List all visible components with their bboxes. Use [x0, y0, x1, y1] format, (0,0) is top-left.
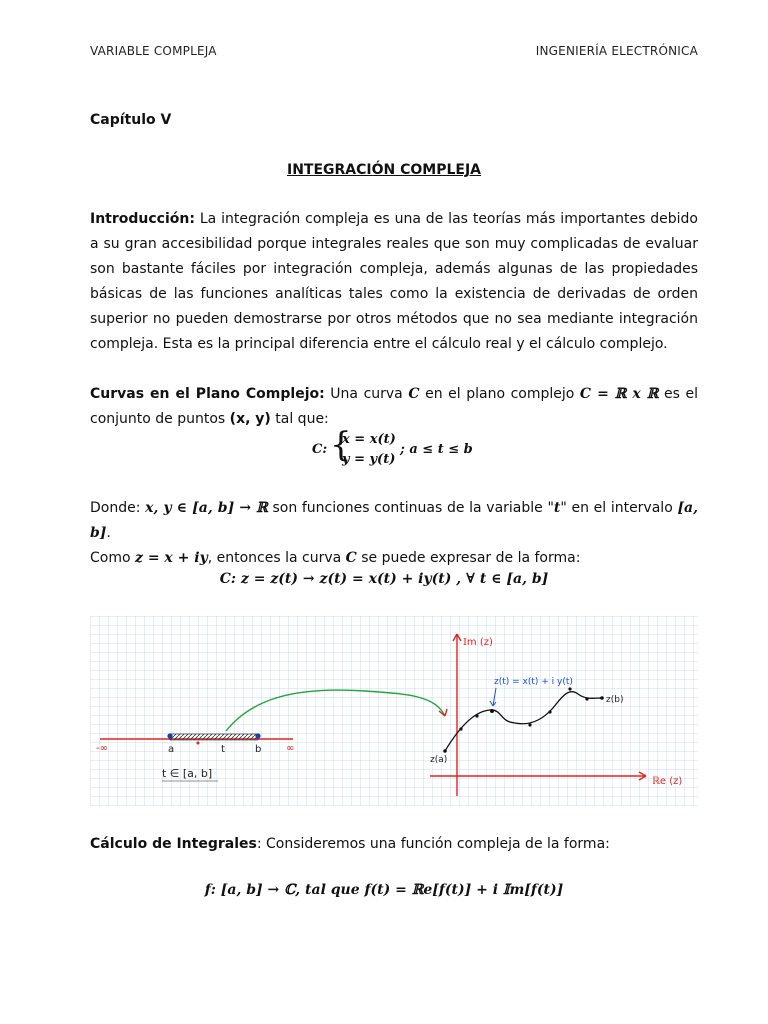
- curve-symbol-2: C: [345, 550, 357, 566]
- donde-text-2: son funciones continuas de la variable ": [267, 500, 554, 516]
- curve-equation: C: z = z(t) → z(t) = x(t) + iy(t) , ∀ t ∈ [a, b]: [219, 571, 549, 587]
- header-left: VARIABLE COMPLEJA: [90, 44, 217, 58]
- curves-text-2: en el plano complejo: [419, 386, 580, 402]
- re-axis-label: ℝe (z): [652, 776, 683, 787]
- z-b-label: z(b): [606, 695, 624, 705]
- header-right: INGENIERÍA ELECTRÓNICA: [535, 44, 698, 58]
- interval-segment: [170, 734, 258, 740]
- minus-infinity-label: -∞: [96, 743, 108, 754]
- curve-symbol: C: [408, 386, 420, 402]
- chapter-heading: Capítulo V: [90, 112, 172, 128]
- system-condition: ; a ≤ t ≤ b: [400, 442, 473, 457]
- z-a-label: z(a): [430, 755, 448, 765]
- intro-paragraph: [90, 207, 698, 357]
- function-equation: f: [a, b] → ℂ, tal que f(t) = ℝe[f(t)] + i 𝕀m[f(t)]: [204, 882, 564, 898]
- section-title: INTEGRACIÓN COMPLEJA: [286, 162, 482, 178]
- calc-paragraph: [90, 832, 698, 857]
- curve-point: [548, 710, 551, 713]
- interval-label: t ∈ [a, b]: [162, 767, 213, 780]
- donde-tvar: t: [553, 500, 561, 516]
- donde-text-1: Donde:: [90, 500, 146, 516]
- z-definition: z = x + iy: [135, 550, 208, 566]
- curve-figure: [90, 616, 698, 806]
- curve-point: [459, 727, 462, 730]
- curve-end-point: [600, 696, 604, 700]
- calc-label: Cálculo de Integrales: [90, 836, 257, 852]
- point-marker: [197, 742, 200, 745]
- label-a: a: [168, 744, 175, 755]
- curves-text-4: tal que:: [270, 411, 329, 427]
- curve-point: [568, 687, 571, 690]
- curves-text-1: Una curva: [324, 386, 409, 402]
- brace-symbol: {: [330, 425, 352, 465]
- z-t-label: z(t) = x(t) + i y(t): [494, 677, 573, 687]
- curve-point: [528, 723, 531, 726]
- curve-point: [585, 697, 588, 700]
- donde-text-3: " en el intervalo: [560, 500, 678, 516]
- curve-point: [475, 714, 478, 717]
- donde-vars: x, y ∈ [a, b] → ℝ: [145, 500, 268, 516]
- system-line-2: y = y(t): [342, 452, 396, 467]
- plane-expression: C = ℝ x ℝ: [579, 386, 659, 402]
- curves-paragraph: [90, 382, 698, 432]
- curves-label: Curvas en el Plano Complejo:: [90, 386, 325, 402]
- curves-text-3: es el conjunto de puntos: [90, 386, 698, 427]
- label-b: b: [255, 744, 262, 755]
- donde-text-4: .: [106, 525, 111, 541]
- donde-interval: [a, b]: [90, 500, 699, 541]
- point-b: [255, 733, 260, 738]
- curve-point-t: [490, 709, 494, 713]
- point-a: [167, 733, 172, 738]
- intro-text: La integración compleja es una de las teorías más importantes debido a su gran accesibilidad porque integrales reales que son muy complicadas de evaluar son bastante fáciles por integración compleja, además algunas de las propiedades básicas de las funciones analíticas tales como la existencia de derivadas de orden superior no pueden demostrarse por otros métodos que no sea mediante integración compleja. Esta es la principal diferencia entre el cálculo real y el cálculo complejo.: [90, 211, 698, 352]
- donde-text-6: , entonces la curva: [207, 550, 346, 566]
- points-expression: (x, y): [229, 411, 271, 427]
- intro-label: Introducción:: [90, 211, 195, 227]
- plus-infinity-label: ∞: [286, 743, 295, 754]
- donde-paragraph: [90, 496, 698, 571]
- donde-text-7: se puede expresar de la forma:: [356, 550, 581, 566]
- calc-text: : Consideremos una función compleja de la forma:: [256, 836, 610, 852]
- system-line-1: x = x(t): [342, 432, 396, 447]
- system-name: C:: [312, 442, 328, 457]
- curve-start-point: [443, 749, 447, 753]
- im-axis-label: 𝕀m (z): [463, 637, 493, 648]
- label-t: t: [221, 744, 225, 755]
- donde-text-5: Como: [90, 550, 135, 566]
